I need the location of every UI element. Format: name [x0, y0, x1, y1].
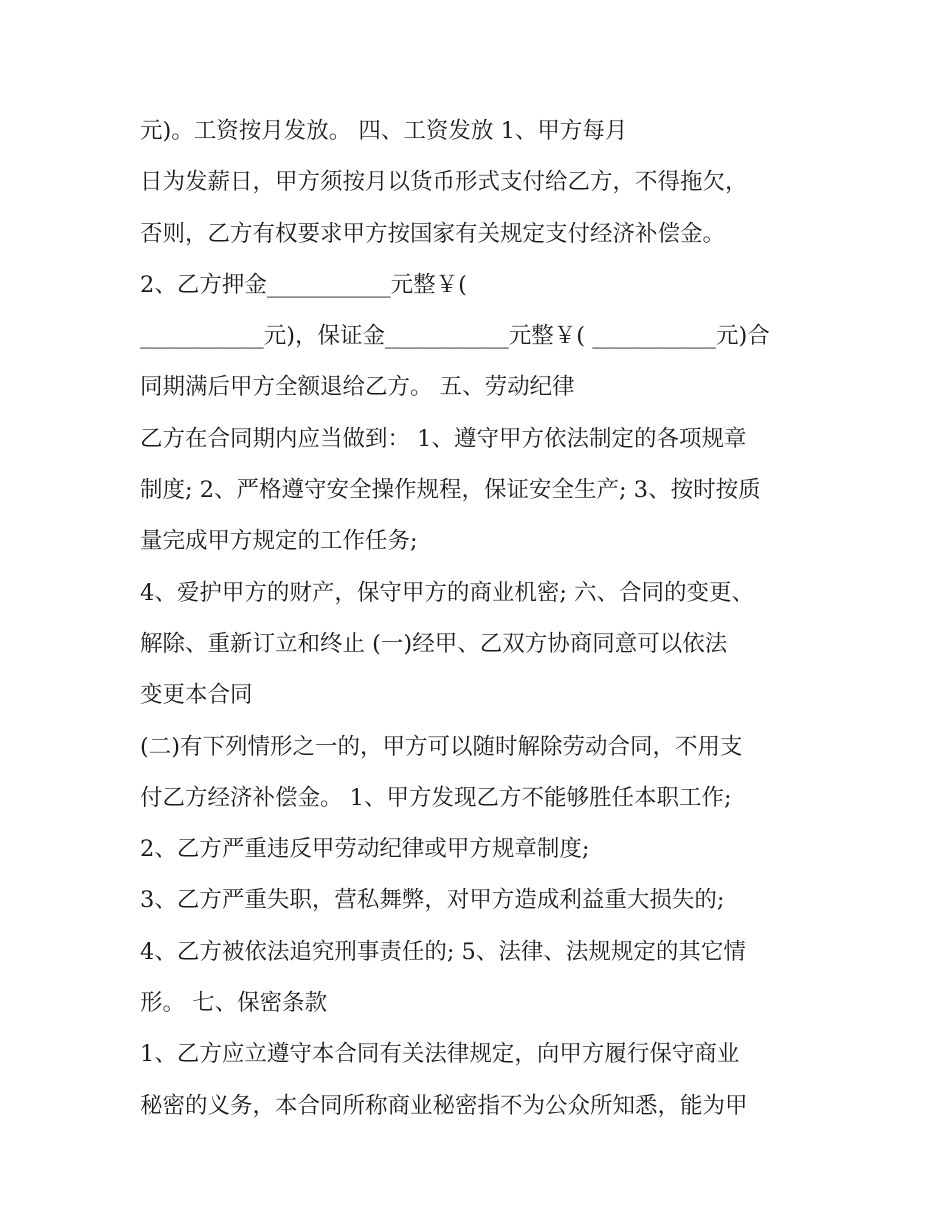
text-line: 变更本合同: [140, 682, 253, 709]
text-line: ___________元)，保证金___________元整￥( ___________元)合: [140, 323, 770, 350]
contract-body-text: [140, 106, 840, 1132]
text-line: 否则，乙方有权要求甲方按国家有关规定支付经济补偿金。: [140, 220, 726, 247]
text-line: 形。 七、保密条款: [140, 990, 328, 1017]
text-line: 同期满后甲方全额退给乙方。 五、劳动纪律: [140, 374, 575, 401]
text-line: 日为发薪日，甲方须按月以货币形式支付给乙方，不得拖欠，: [140, 169, 748, 196]
text-line: 量完成甲方规定的工作任务;: [140, 528, 418, 555]
text-line: 2、乙方严重违反甲劳动纪律或甲方规章制度;: [140, 836, 590, 863]
text-line: 乙方在合同期内应当做到： 1、遵守甲方依法制定的各项规章: [140, 425, 747, 452]
text-line: 秘密的义务，本合同所称商业秘密指不为公众所知悉，能为甲: [140, 1092, 748, 1119]
text-line: 元)。工资按月发放。 四、工资发放 1、甲方每月: [140, 118, 628, 144]
text-line: 3、乙方严重失职，营私舞弊，对甲方造成利益重大损失的;: [140, 887, 725, 914]
text-line: 制度; 2、严格遵守安全操作规程，保证安全生产; 3、按时按质: [140, 477, 761, 504]
text-line: 1、乙方应立遵守本合同有关法律规定，向甲方履行保守商业: [140, 1041, 740, 1068]
text-line: 解除、重新订立和终止 (一)经甲、乙双方协商同意可以依法: [140, 630, 728, 657]
text-line: 4、乙方被依法追究刑事责任的; 5、法律、法规规定的其它情: [140, 938, 746, 965]
text-line: 付乙方经济补偿金。 1、甲方发现乙方不能够胜任本职工作;: [140, 784, 732, 811]
text-line: (二)有下列情形之一的，甲方可以随时解除劳动合同，不用支: [140, 733, 743, 760]
text-line: 4、爱护甲方的财产，保守甲方的商业机密; 六、合同的变更、: [140, 579, 755, 606]
text-line: 2、乙方押金___________元整￥(: [140, 271, 467, 298]
